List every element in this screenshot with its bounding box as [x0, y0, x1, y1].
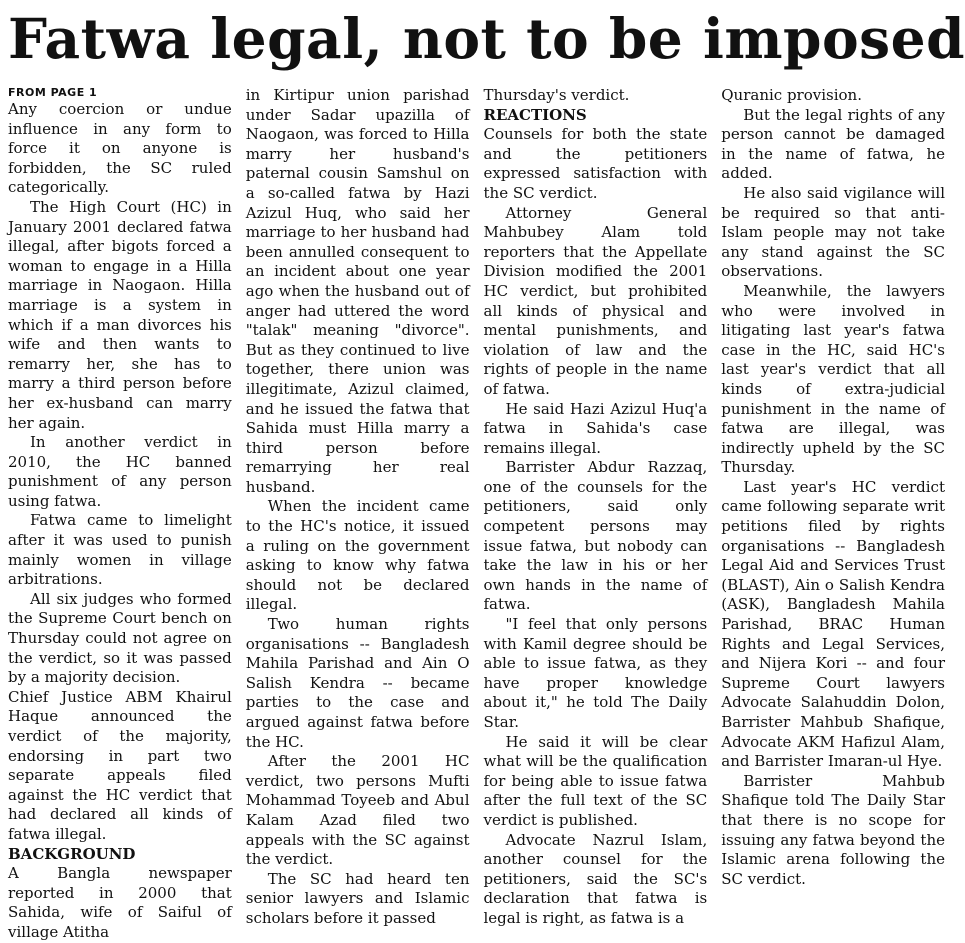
paragraph: Advocate Nazrul Islam, another counsel for the petitioners, said the SC's declaration that fatwa is legal is right, as fatwa is a: [483, 830, 708, 927]
paragraph: When the incident came to the HC's notice, it issued a ruling on the government asking to know why fatwa should not be declared illegal.: [245, 497, 470, 614]
paragraph: Chief Justice ABM Khairul Haque announced the verdict of the majority, endorsing in part two separate appeals filed against the HC verdict that had declared all kinds of fatwa illegal.: [8, 687, 232, 843]
paragraph: Any coercion or undue influence in any form to force it on anyone is forbidden, the SC ruled categorically.: [8, 100, 232, 197]
paragraph: Last year's HC verdict came following separate writ petitions filed by rights organisations -- Bangladesh Legal Aid and Services Trust (BLAST), Ain o Salish Kendra (ASK), Bangladesh Mahila Parishad, BRAC Human Rights and Legal Services, and Nijera Kori -- and four Supreme Court lawyers Advocate Salahuddin Dolon, Barrister Mahbub Shafique, Advocate AKM Hafizul Alam, and Barrister Imaran-ul Hye.: [721, 477, 945, 771]
paragraph: Barrister Mahbub Shafique told The Daily Star that there is no scope for issuing any fatwa beyond the Islamic arena following the SC verdict.: [721, 771, 945, 888]
paragraph: He also said vigilance will be required so that anti-Islam people may not take any stand against the SC observations.: [721, 183, 945, 281]
headline: Fatwa legal, not to be imposed: [8, 6, 965, 71]
paragraph: Attorney General Mahbubey Alam told reporters that the Appellate Division modified the 2001 HC verdict, but prohibited all kinds of physical and mental punishments, and violation of law and the rights of people in the name of fatwa.: [483, 203, 708, 398]
paragraph: But the legal rights of any person cannot be damaged in the name of fatwa, he added.: [721, 105, 945, 183]
section-subheading: BACKGROUND: [8, 844, 136, 863]
article-column-4: [721, 86, 945, 886]
section-subheading: REACTIONS: [483, 105, 587, 124]
article-column-1: [8, 86, 232, 941]
paragraph: In another verdict in 2010, the HC banned punishment of any person using fatwa.: [8, 433, 232, 510]
paragraph: He said it will be clear what will be the qualification for being able to issue fatwa after the full text of the SC verdict is published.: [483, 732, 708, 829]
paragraph: Meanwhile, the lawyers who were involved in litigating last year's fatwa case in the HC, said HC's last year's verdict that all kinds of extra-judicial punishment in the name of fatwa are illegal, was indirectly upheld by the SC Thursday.: [721, 281, 945, 477]
article-column-3: [483, 86, 708, 927]
paragraph: A Bangla newspaper reported in 2000 that Sahida, wife of Saiful of village Atitha: [8, 864, 232, 941]
paragraph: The SC had heard ten senior lawyers and Islamic scholars before it passed: [245, 869, 470, 927]
paragraph: Quranic provision.: [721, 86, 862, 104]
paragraph: All six judges who formed the Supreme Court bench on Thursday could not agree on the verdict, so it was passed by a majority decision.: [8, 589, 232, 687]
paragraph: He said Hazi Azizul Huq'a fatwa in Sahida's case remains illegal.: [483, 399, 708, 457]
paragraph: "I feel that only persons with Kamil degree should be able to issue fatwa, as they have proper knowledge about it," he told The Daily Star.: [483, 615, 708, 731]
paragraph: Two human rights organisations -- Bangladesh Mahila Parishad and Ain O Salish Kendra -- became parties to the case and argued against fatwa before the HC.: [245, 615, 470, 751]
paragraph: in Kirtipur union parishad under Sadar upazilla of Naogaon, was forced to Hilla marry her husband's paternal cousin Samshul on a so-called fatwa by Hazi Azizul Huq, who said her marriage to her husband had been annulled consequent to an incident about one year ago when the husband out of anger had uttered the word "talak" meaning "divorce". But as they continued to live together, there union was illegitimate, Azizul claimed, and he issued the fatwa that Sahida must Hilla marry a third person before remarrying her real husband.: [245, 86, 470, 496]
paragraph: Fatwa came to limelight after it was used to punish mainly women in village arbitrations.: [8, 511, 232, 589]
paragraph: Barrister Abdur Razzaq, one of the counsels for the petitioners, said only competent persons may issue fatwa, but nobody can take the law in his or her own hands in the name of fatwa.: [483, 458, 708, 614]
continuation-label: FROM PAGE 1: [8, 86, 98, 99]
paragraph: Thursday's verdict.: [483, 86, 630, 104]
paragraph: Counsels for both the state and the petitioners expressed satisfaction with the SC verdict.: [483, 125, 708, 202]
article-column-2: [245, 86, 470, 927]
paragraph: The High Court (HC) in January 2001 declared fatwa illegal, after bigots forced a woman to engage in a Hilla marriage in Naogaon. Hilla marriage is a system in which if a man divorces his wife and then wants to remarry her, she has to marry a third person before her ex-husband can marry her again.: [8, 197, 232, 432]
paragraph: After the 2001 HC verdict, two persons Mufti Mohammad Toyeeb and Abul Kalam Azad filed two appeals with the SC against the verdict.: [245, 752, 470, 869]
article-columns: [8, 86, 945, 941]
